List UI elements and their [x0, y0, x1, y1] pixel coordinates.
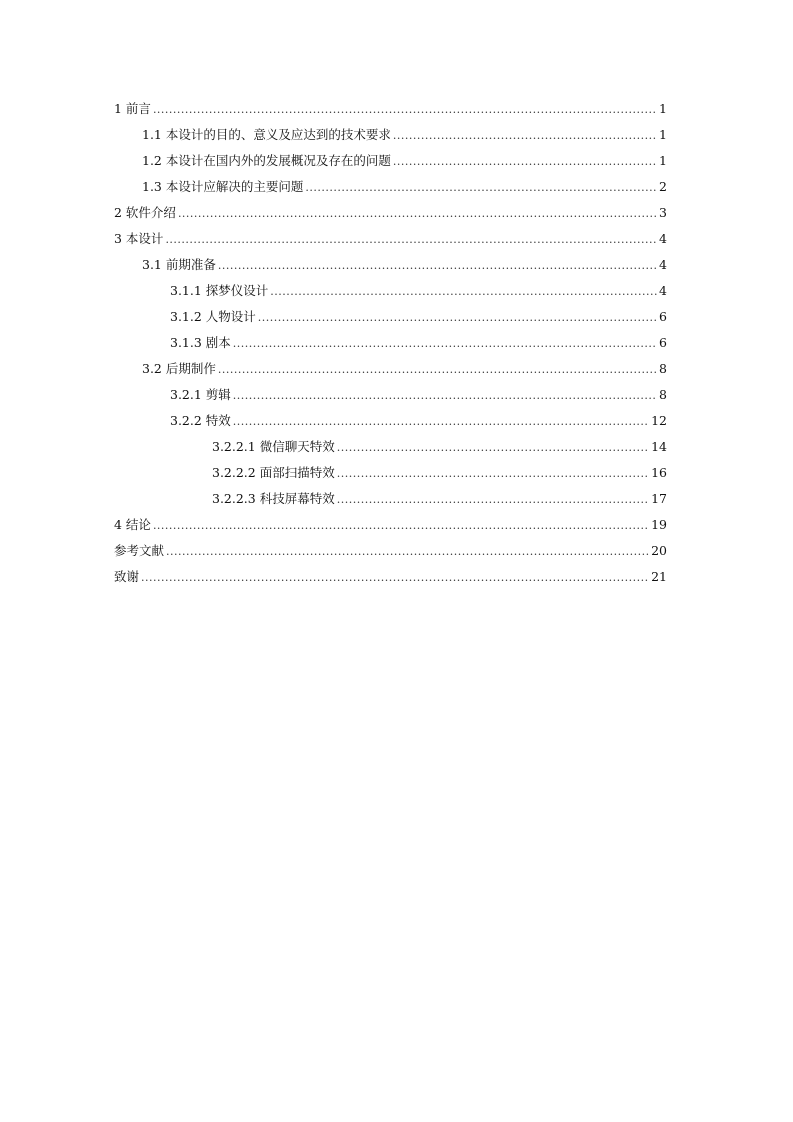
toc-leader-dots — [337, 461, 649, 487]
toc-entry-page: 3 — [659, 205, 667, 220]
toc-entry-title: 3.2 后期制作 — [142, 361, 216, 376]
toc-entry[interactable] — [114, 356, 667, 382]
toc-leader-dots — [393, 149, 657, 175]
table-of-contents — [114, 96, 667, 590]
toc-entry-page: 16 — [651, 465, 667, 480]
toc-entry-title: 3.2.1 剪辑 — [170, 387, 231, 402]
toc-leader-dots — [337, 487, 649, 513]
toc-entry-title: 1 前言 — [114, 101, 151, 116]
toc-entry-page: 21 — [651, 569, 667, 584]
toc-entry-title: 参考文献 — [114, 543, 165, 558]
toc-leader-dots — [166, 539, 649, 565]
toc-leader-dots — [178, 201, 657, 227]
toc-entry-page: 4 — [659, 283, 667, 298]
toc-entry-page: 12 — [651, 413, 667, 428]
toc-entry-title: 3.1.2 人物设计 — [170, 309, 256, 324]
toc-entry-page: 2 — [659, 179, 667, 194]
toc-entry[interactable] — [114, 278, 667, 304]
toc-leader-dots — [141, 565, 649, 591]
toc-leader-dots — [218, 253, 657, 279]
toc-entry-title: 3.2.2.1 微信聊天特效 — [212, 439, 335, 454]
toc-entry-page: 8 — [659, 387, 667, 402]
toc-entry[interactable] — [114, 304, 667, 330]
toc-entry-page: 1 — [659, 153, 667, 168]
toc-entry[interactable] — [114, 382, 667, 408]
toc-entry[interactable] — [114, 512, 667, 538]
toc-leader-dots — [393, 123, 657, 149]
toc-entry-title: 3.1 前期准备 — [142, 257, 216, 272]
toc-leader-dots — [233, 383, 657, 409]
toc-leader-dots — [233, 409, 649, 435]
toc-entry-title: 1.3 本设计应解决的主要问题 — [142, 179, 304, 194]
toc-entry-title: 致谢 — [114, 569, 140, 584]
toc-entry[interactable] — [114, 460, 667, 486]
toc-entry[interactable] — [114, 564, 667, 590]
toc-leader-dots — [258, 305, 657, 331]
toc-entry-title: 3.1.3 剧本 — [170, 335, 231, 350]
toc-entry-title: 3.2.2 特效 — [170, 413, 231, 428]
toc-entry-page: 20 — [651, 543, 667, 558]
toc-entry[interactable] — [114, 434, 667, 460]
toc-entry[interactable] — [114, 330, 667, 356]
toc-entry-page: 4 — [659, 257, 667, 272]
toc-entry[interactable] — [114, 486, 667, 512]
toc-entry-page: 6 — [659, 335, 667, 350]
toc-entry-title: 1.2 本设计在国内外的发展概况及存在的问题 — [142, 153, 391, 168]
toc-leader-dots — [153, 513, 649, 539]
toc-entry[interactable] — [114, 148, 667, 174]
toc-entry-title: 3.2.2.3 科技屏幕特效 — [212, 491, 335, 506]
toc-leader-dots — [233, 331, 657, 357]
toc-entry[interactable] — [114, 538, 667, 564]
toc-leader-dots — [218, 357, 657, 383]
toc-entry[interactable] — [114, 408, 667, 434]
toc-entry[interactable] — [114, 122, 667, 148]
toc-leader-dots — [270, 279, 657, 305]
toc-entry[interactable] — [114, 96, 667, 122]
toc-entry[interactable] — [114, 226, 667, 252]
toc-entry-title: 4 结论 — [114, 517, 151, 532]
toc-entry-page: 14 — [651, 439, 667, 454]
toc-entry-title: 3 本设计 — [114, 231, 164, 246]
toc-entry-title: 2 软件介绍 — [114, 205, 176, 220]
toc-entry-title: 1.1 本设计的目的、意义及应达到的技术要求 — [142, 127, 391, 142]
toc-entry[interactable] — [114, 174, 667, 200]
toc-leader-dots — [153, 97, 657, 123]
toc-entry-page: 6 — [659, 309, 667, 324]
toc-entry-page: 8 — [659, 361, 667, 376]
toc-entry-page: 4 — [659, 231, 667, 246]
toc-leader-dots — [337, 435, 649, 461]
toc-entry-page: 1 — [659, 101, 667, 116]
toc-entry-title: 3.2.2.2 面部扫描特效 — [212, 465, 335, 480]
toc-leader-dots — [305, 175, 657, 201]
toc-entry-title: 3.1.1 探梦仪设计 — [170, 283, 269, 298]
toc-entry[interactable] — [114, 252, 667, 278]
toc-entry[interactable] — [114, 200, 667, 226]
toc-entry-page: 1 — [659, 127, 667, 142]
toc-entry-page: 19 — [651, 517, 667, 532]
toc-leader-dots — [165, 227, 657, 253]
toc-entry-page: 17 — [651, 491, 667, 506]
